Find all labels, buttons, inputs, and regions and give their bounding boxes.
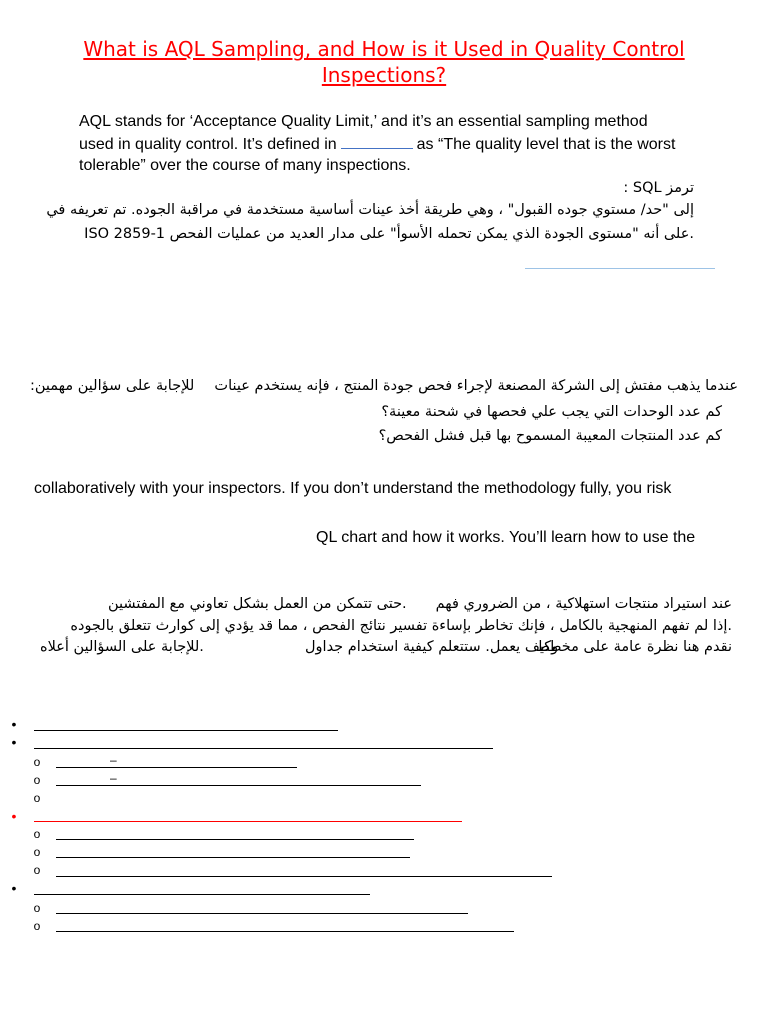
page-title-line-1: What is AQL Sampling, and How is it Used in Quality Control — [83, 37, 685, 61]
fragment-line-2: QL chart and how it works. You’ll learn how to use the — [316, 529, 696, 546]
blank-line — [56, 931, 514, 932]
intro-line-1: AQL stands for ‘Acceptance Quality Limit,’ and it’s an essential sampling method — [79, 113, 648, 130]
blue-rule — [525, 268, 715, 269]
circle-bullet-icon: o — [33, 827, 41, 841]
arabic-para-line-2: .إذا لم تفهم المنهجية بالكامل ، فإنك تخاطر بإساءة تفسير نتائج الفحص ، مما قد يؤدي إلى كوارث تتعلق بالجوده — [70, 618, 732, 634]
arabic-questions-lead-end: للإجابة على سؤالين مهمين: — [30, 378, 195, 394]
arabic-intro-line-1: ترمز SQL : — [623, 180, 694, 196]
circle-bullet-icon: o — [33, 773, 41, 787]
arabic-intro-line-2: إلى "حد/ مستوي جوده القبول" ، وهي طريقة أخذ عينات أساسية مستخدمة في مراقبة الجوده. تم تعريفه في — [46, 202, 694, 218]
fragment-line-1: collaboratively with your inspectors. If you don’t understand the methodology fully, you risk — [34, 480, 672, 497]
page-title-line-2: Inspections? — [321, 63, 447, 87]
arabic-para-line-1: عند استيراد منتجات استهلاكية ، من الضروري فهم — [435, 596, 732, 612]
red-blank-line — [34, 821, 462, 822]
blank-line — [34, 748, 493, 749]
intro-line-2-text: used in quality control. It’s defined in — [79, 136, 337, 153]
fill-in-blank[interactable] — [341, 133, 413, 149]
arabic-questions-lead: عندما يذهب مفتش إلى الشركة المصنعة لإجراء فحص جودة المنتج ، فإنه يستخدم عينات — [214, 378, 738, 394]
circle-bullet-icon: o — [33, 863, 41, 877]
blank-line — [56, 857, 410, 858]
bullet-icon: • — [11, 734, 17, 750]
blank-line — [34, 894, 370, 895]
arabic-para-line-3-mid: وكيف يعمل. ستتعلم كيفية استخدام جداول — [305, 639, 559, 655]
blank-line — [56, 876, 552, 877]
circle-bullet-icon: o — [33, 901, 41, 915]
circle-bullet-icon: o — [33, 919, 41, 933]
arabic-para-line-3-end: .للإجابة على السؤالين أعلاه — [40, 639, 204, 655]
bullet-icon: • — [11, 716, 17, 732]
intro-line-2 — [79, 133, 675, 155]
circle-bullet-icon: o — [33, 845, 41, 859]
arabic-question-1: كم عدد الوحدات التي يجب علي فحصها في شحنة معينة؟ — [381, 404, 722, 420]
blank-line — [56, 839, 414, 840]
bullet-icon: • — [11, 880, 17, 896]
red-bullet-icon: • — [11, 808, 17, 824]
circle-bullet-icon: o — [33, 791, 41, 805]
intro-line-3: tolerable” over the course of many inspections. — [79, 157, 411, 174]
blank-line — [56, 767, 297, 768]
circle-bullet-icon: o — [33, 755, 41, 769]
intro-line-2-after: as “The quality level that is the worst — [416, 136, 676, 153]
blank-line — [56, 913, 468, 914]
blank-line — [34, 730, 338, 731]
arabic-question-2: كم عدد المنتجات المعيبة المسموح بها قبل فشل الفحص؟ — [378, 428, 722, 444]
arabic-intro-line-3: .على أنه "مستوى الجودة الذي يمكن تحمله الأسوأ" على مدار العديد من عمليات الفحص ISO 2859-1 — [84, 226, 694, 242]
arabic-para-line-3: نقدم هنا نظرة عامة على مخطط — [536, 639, 732, 655]
arabic-para-line-1-end: .حتى تتمكن من العمل بشكل تعاوني مع المفتشين — [108, 596, 407, 612]
dash-mark: – — [110, 771, 117, 785]
dash-mark: – — [110, 753, 117, 767]
blank-line — [56, 785, 421, 786]
